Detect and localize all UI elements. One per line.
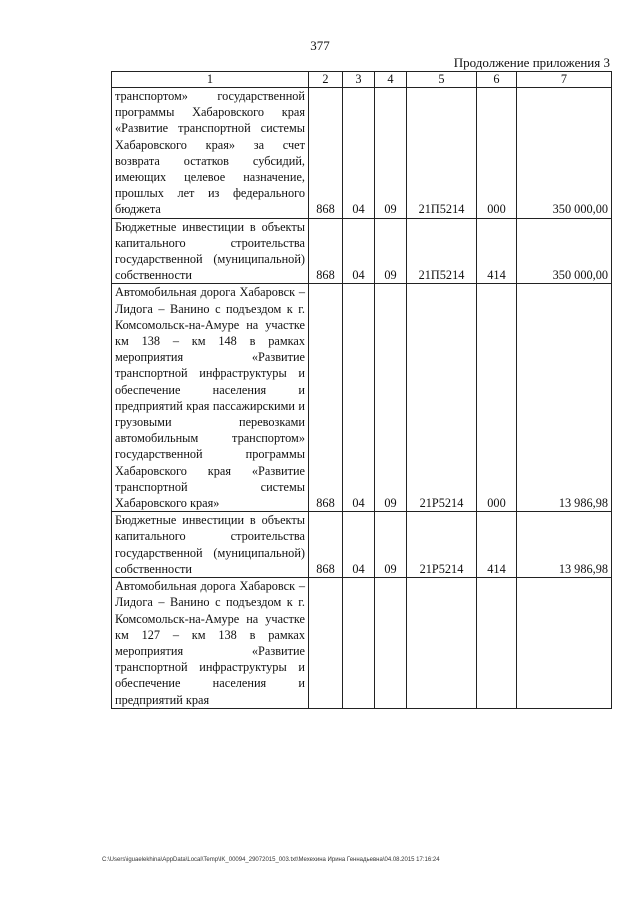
table-row <box>112 218 612 284</box>
table-row <box>112 512 612 578</box>
section-code: 04 <box>343 218 375 284</box>
expense-type: 414 <box>477 512 517 578</box>
target-article <box>407 578 477 709</box>
admin-code: 868 <box>309 284 343 512</box>
table-row <box>112 284 612 512</box>
page-number: 377 <box>310 38 330 53</box>
section-code: 04 <box>343 512 375 578</box>
item-name: Бюджетные инвестиции в объекты капитального строительства государственной (муниципальной) собственности <box>112 218 309 284</box>
target-article: 21П5214 <box>407 218 477 284</box>
budget-table <box>111 71 612 709</box>
header-row <box>112 72 612 88</box>
subsection-code: 09 <box>375 88 407 219</box>
target-article: 21Р5214 <box>407 284 477 512</box>
section-code <box>343 578 375 709</box>
expense-type: 414 <box>477 218 517 284</box>
target-article: 21Р5214 <box>407 512 477 578</box>
header-cell: 6 <box>477 72 517 88</box>
header-cell: 3 <box>343 72 375 88</box>
amount: 350 000,00 <box>517 218 612 284</box>
amount <box>517 578 612 709</box>
subsection-code <box>375 578 407 709</box>
subsection-code: 09 <box>375 218 407 284</box>
item-name: Автомобильная дорога Хабаровск – Лидога – Ванино с подъездом к г. Комсомольск-на-Амуре на участке км 127 – км 138 в рамках мероприятия «Развитие транспортной инфраструктуры и обеспечение населения и предприятий края <box>112 578 309 709</box>
target-article: 21П5214 <box>407 88 477 219</box>
section-code: 04 <box>343 284 375 512</box>
table-row <box>112 578 612 709</box>
subsection-code: 09 <box>375 284 407 512</box>
item-name: Бюджетные инвестиции в объекты капитального строительства государственной (муниципальной) собственности <box>112 512 309 578</box>
amount: 13 986,98 <box>517 284 612 512</box>
header-cell: 4 <box>375 72 407 88</box>
expense-type <box>477 578 517 709</box>
table-row <box>112 88 612 219</box>
subsection-code: 09 <box>375 512 407 578</box>
admin-code: 868 <box>309 218 343 284</box>
item-name: транспортом» государственной программы Хабаровского края «Развитие транспортной системы Хабаровского края» за счет возврата остатков субсидий, имеющих целевое назначение, прошлых лет из федерального бюджета <box>112 88 309 219</box>
file-path-footer: C:\Users\iguaelekhina\AppData\Local\Temp\IK_00094_29072015_003.txt\Мехехина Ирина Геннадьевна\04.08.2015 17:16:24 <box>102 857 440 863</box>
admin-code: 868 <box>309 512 343 578</box>
section-code: 04 <box>343 88 375 219</box>
amount: 13 986,98 <box>517 512 612 578</box>
header-cell: 1 <box>112 72 309 88</box>
admin-code: 868 <box>309 88 343 219</box>
amount: 350 000,00 <box>517 88 612 219</box>
expense-type: 000 <box>477 88 517 219</box>
expense-type: 000 <box>477 284 517 512</box>
admin-code <box>309 578 343 709</box>
header-cell: 7 <box>517 72 612 88</box>
item-name: Автомобильная дорога Хабаровск – Лидога – Ванино с подъездом к г. Комсомольск-на-Амуре на участке км 138 – км 148 в рамках мероприятия «Развитие транспортной инфраструктуры и обеспечение населения и предприятий края пассажирскими и грузовыми перевозками автомобильным транспортом» государственной программы Хабаровского края «Развитие транспортной системы Хабаровского края» <box>112 284 309 512</box>
header-cell: 2 <box>309 72 343 88</box>
continuation-label: Продолжение приложения 3 <box>453 55 610 70</box>
header-cell: 5 <box>407 72 477 88</box>
